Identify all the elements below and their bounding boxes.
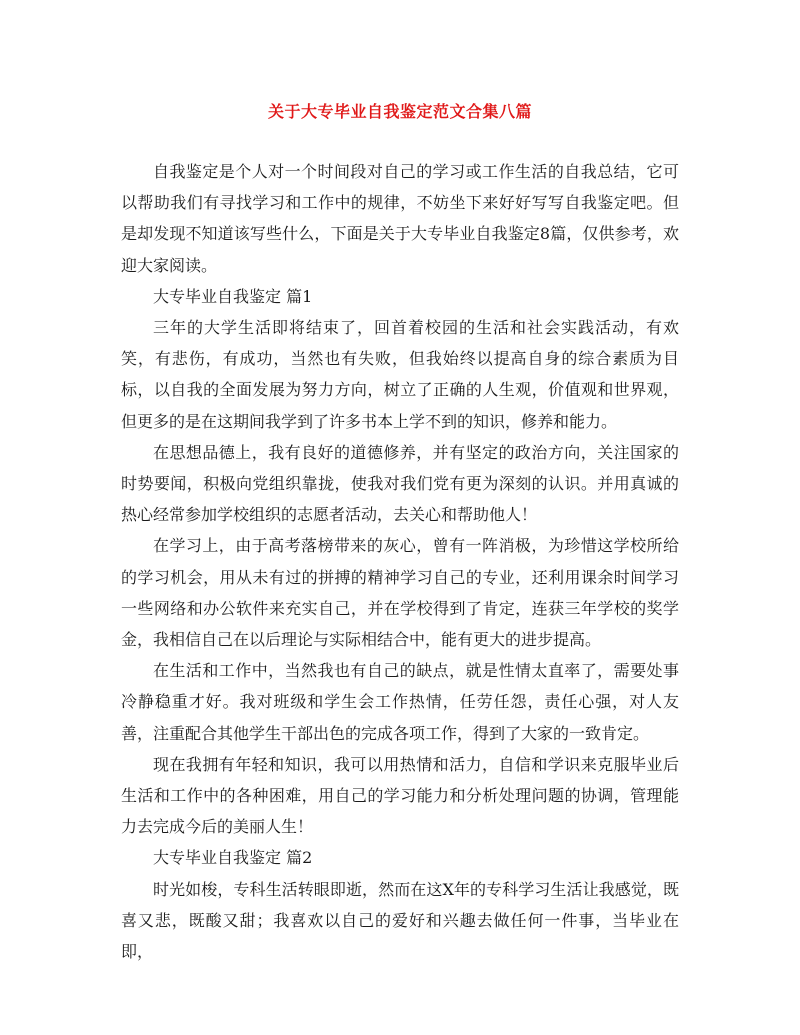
section-1-paragraph: 在生活和工作中，当然我也有自己的缺点，就是性情太直率了，需要处事冷静稳重才好。我对班级和学生会工作热情，任劳任怨，责任心强，对人友善，注重配合其他学生干部出色的完成各项工作，得到了大家的一致肯定。 — [121, 661, 679, 743]
section-2-heading: 大专毕业自我鉴定 篇2 — [153, 848, 313, 868]
section-1-paragraph: 在思想品德上，我有良好的道德修养，并有坚定的政治方向，关注国家的时势要闻，积极向党组织靠拢，使我对我们党有更为深刻的认识。并用真诚的热心经常参加学校组织的志愿者活动，去关心和帮助他人！ — [121, 442, 679, 525]
section-1-heading: 大专毕业自我鉴定 篇1 — [153, 286, 313, 306]
section-1-paragraph: 现在我拥有年轻和知识，我可以用热情和活力，自信和学识来克服毕业后生活和工作中的各种困难，用自己的学习能力和分析处理问题的协调，管理能力去完成今后的美丽人生！ — [121, 754, 679, 837]
intro-paragraph: 自我鉴定是个人对一个时间段对自己的学习或工作生活的自我总结，它可以帮助我们有寻找学习和工作中的规律，不妨坐下来好好写写自我鉴定吧。但是却发现不知道该写些什么，下面是关于大专毕业自我鉴定8篇，仅供参考，欢迎大家阅读。 — [121, 162, 679, 275]
section-2-paragraph: 时光如梭，专科生活转眼即逝，然而在这X年的专科学习生活让我感觉，既喜又悲，既酸又甜；我喜欢以自己的爱好和兴趣去做任何一件事，当毕业在即， — [121, 879, 679, 962]
document-body — [121, 156, 679, 967]
document-title: 关于大专毕业自我鉴定范文合集八篇 — [267, 102, 532, 121]
section-1-paragraph: 三年的大学生活即将结束了，回首着校园的生活和社会实践活动，有欢笑，有悲伤，有成功，当然也有失败，但我始终以提高自身的综合素质为目标，以自我的全面发展为努力方向，树立了正确的人生观，价值观和世界观，但更多的是在这期间我学到了许多书本上学不到的知识，修养和能力。 — [121, 318, 679, 431]
section-1-paragraph: 在学习上，由于高考落榜带来的灰心，曾有一阵消极，为珍惜这学校所给的学习机会，用从未有过的拼搏的精神学习自己的专业，还利用课余时间学习一些网络和办公软件来充实自己，并在学校得到了肯定，连获三年学校的奖学金，我相信自己在以后理论与实际相结合中，能有更大的进步提高。 — [121, 536, 679, 650]
